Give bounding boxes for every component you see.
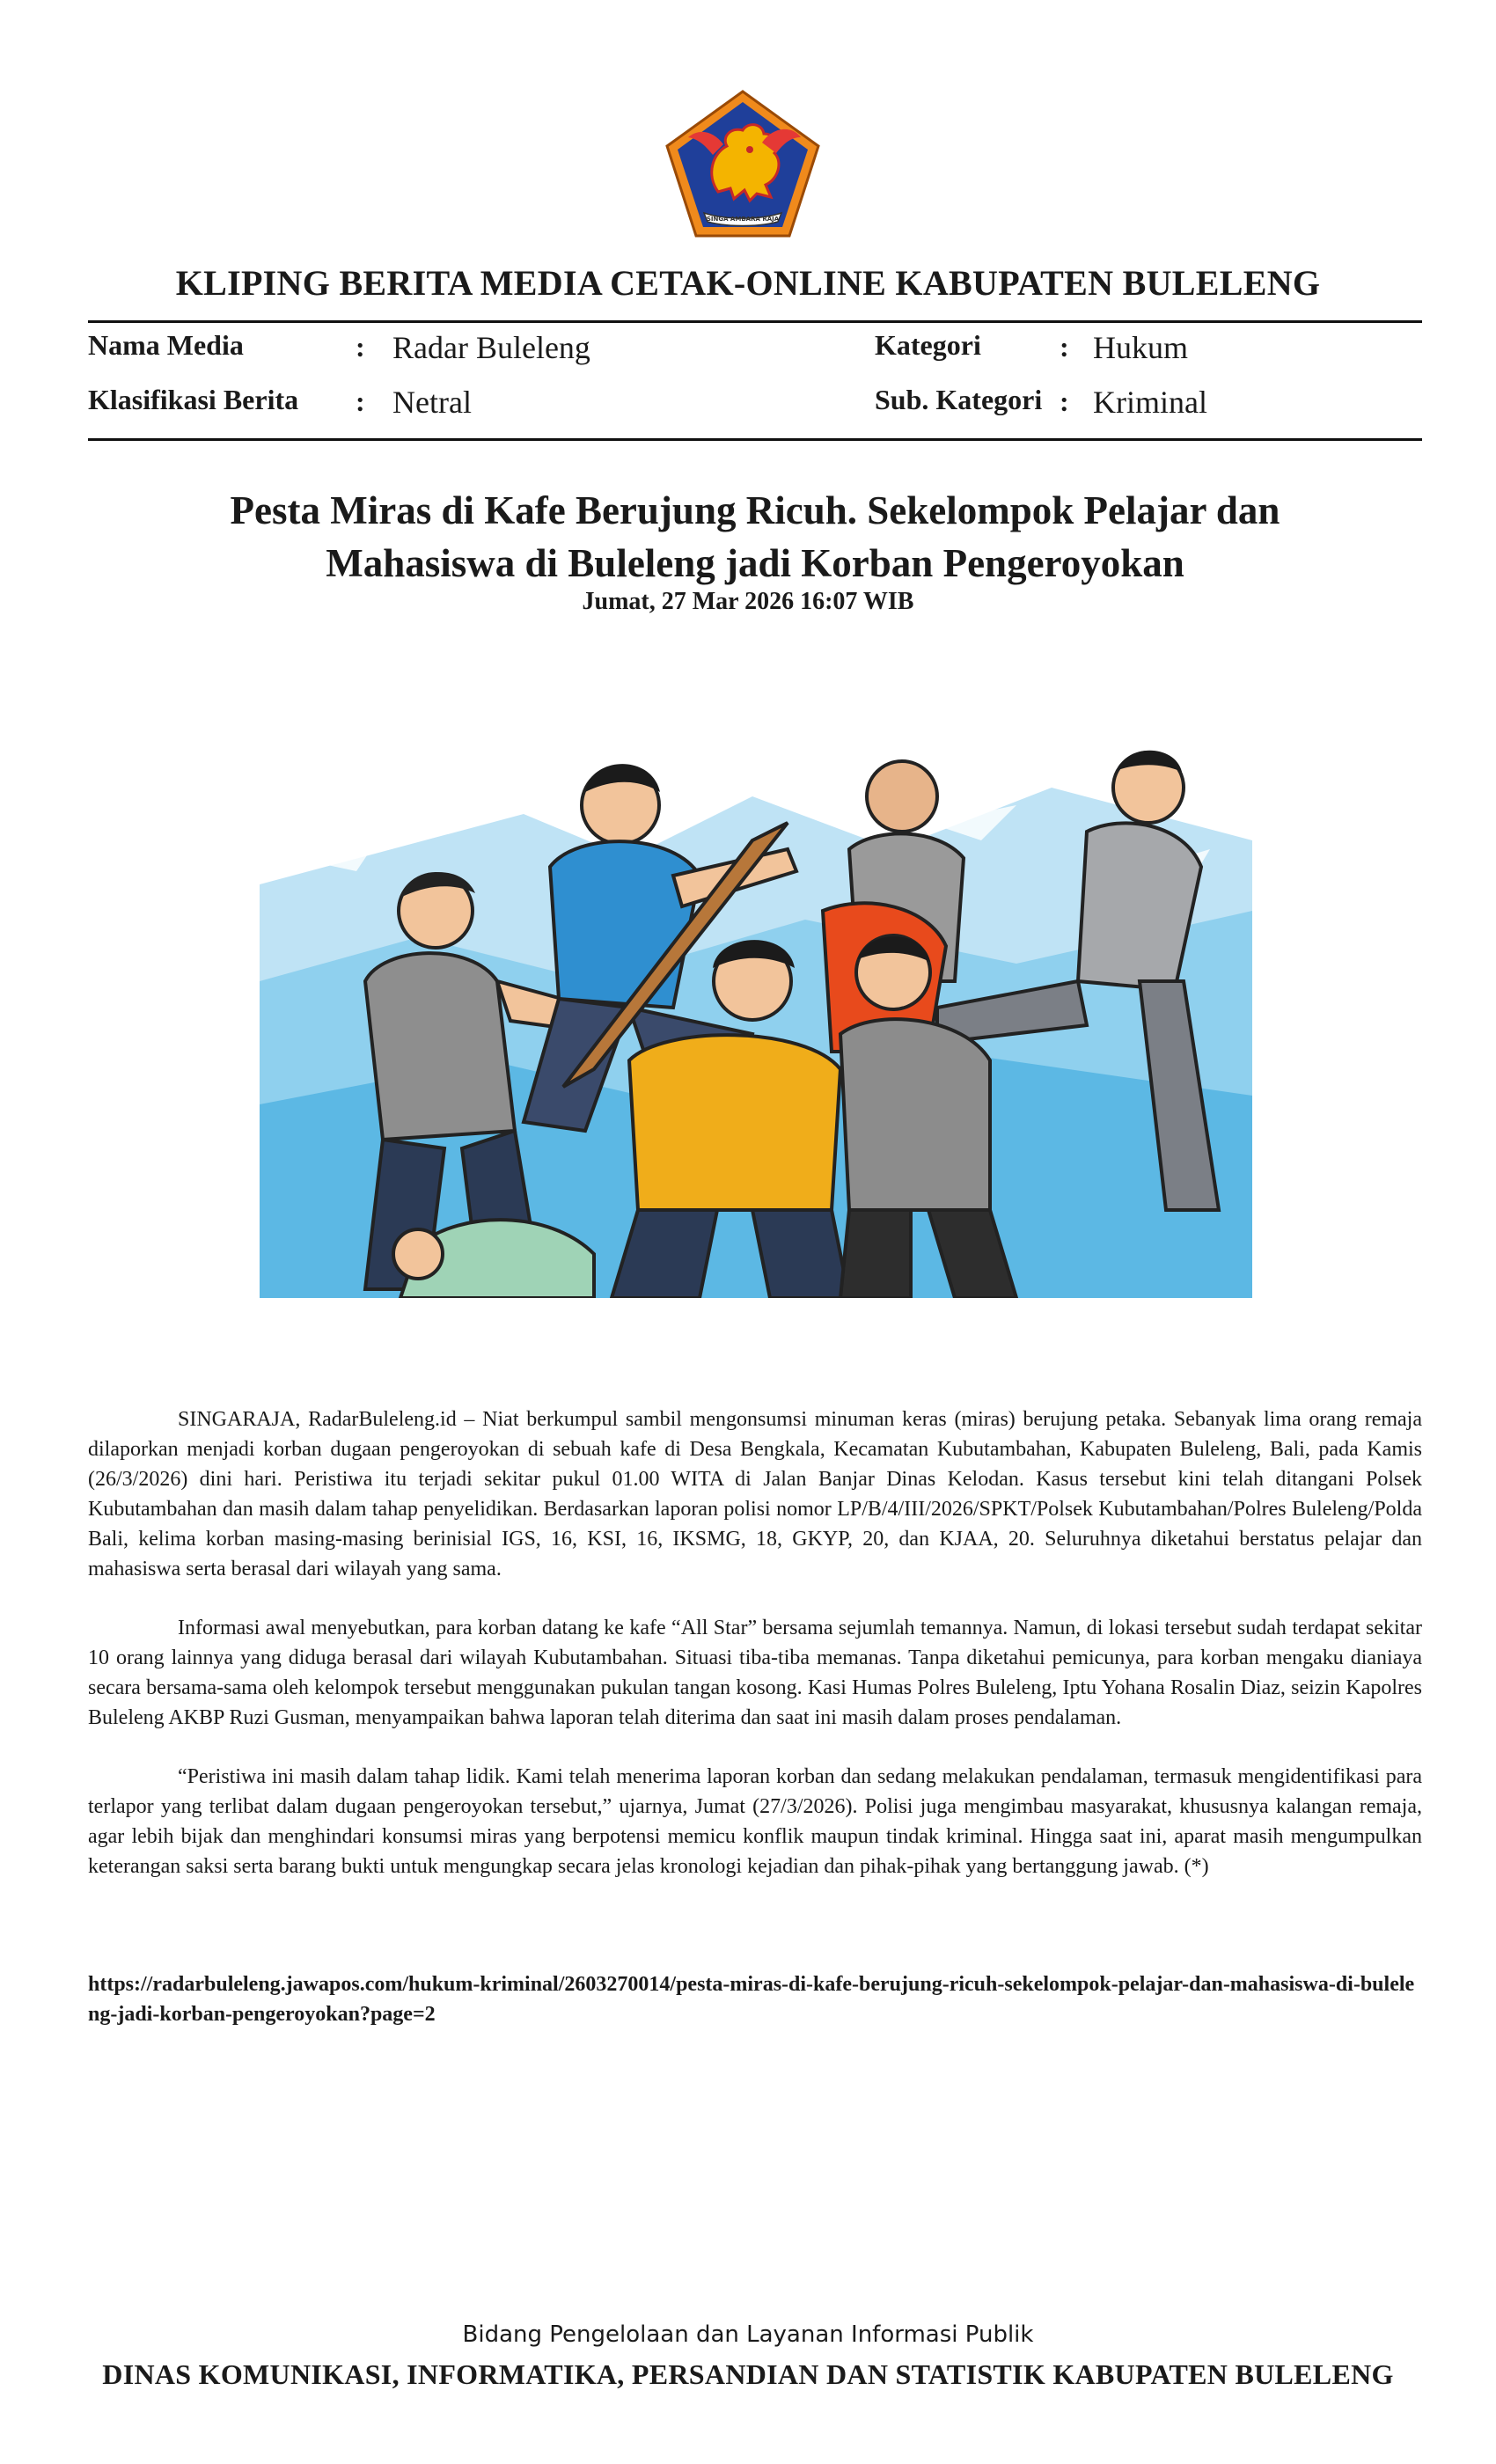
subkategori-value: Kriminal (1093, 385, 1207, 420)
clipping-header-title: KLIPING BERITA MEDIA CETAK-ONLINE KABUPATEN BULELENG (175, 263, 1321, 303)
footer-agency: DINAS KOMUNIKASI, INFORMATIKA, PERSANDIAN DAN STATISTIK KABUPATEN BULELENG (102, 2358, 1394, 2390)
article-title-line-1: Pesta Miras di Kafe Berujung Ricuh. Sekelompok Pelajar dan (230, 488, 1280, 532)
article-date: Jumat, 27 Mar 2026 16:07 WIB (582, 588, 914, 615)
article-paragraph-3: “Peristiwa ini masih dalam tahap lidik. Kami telah menerima laporan korban dan sedang melakukan pendalaman, termasuk mengidentifikasi para terlapor yang terlibat dalam dugaan pengeroyokan tersebut,” ujarnya, Jumat (27/3/2026). Polisi juga mengimbau masyarakat, khususnya kalangan remaja, agar lebih bijak dan menghindari konsumsi miras yang berpotensi memicu konflik maupun tindak kriminal. Hingga saat ini, aparat masih mengumpulkan keterangan saksi serta barang bukti untuk mengungkap secara jelas kronologi kejadian dan pihak-pihak yang bertanggung jawab. (*) (88, 1765, 1422, 1878)
klasifikasi-label: Klasifikasi Berita (88, 384, 299, 415)
media-value: Radar Buleleng (392, 330, 590, 365)
article-paragraph-1: SINGARAJA, RadarBuleleng.id – Niat berkumpul sambil mengonsumsi minuman keras (miras) berujung petaka. Sebanyak lima orang remaja dilaporkan menjadi korban dugaan pengeroyokan di sebuah kafe di Desa Bengkala, Kecamatan Kubutambahan, Kabupaten Buleleng, Bali, pada Kamis (26/3/2026) dini hari. Peristiwa itu terjadi sekitar pukul 01.00 WITA di Jalan Banjar Dinas Kelodan. Kasus tersebut kini telah ditangani Polsek Kubutambahan dan masih dalam tahap penyelidikan. Berdasarkan laporan polisi nomor LP/B/4/III/2026/SPKT/Polsek Kubutambahan/Polres Buleleng/Polda Bali, kelima korban masing-masing berinisial IGS, 16, KSI, 16, IKSMG, 18, GKYP, 20, dan KJAA, 20. Seluruhnya diketahui berstatus pelajar dan mahasiswa serta berasal dari wilayah yang sama. (88, 1408, 1422, 1580)
subkategori-label: Sub. Kategori (875, 384, 1043, 415)
source-link[interactable]: https://radarbuleleng.jawapos.com/hukum-kriminal/2603270014/pesta-miras-di-kafe-berujung-ricuh-sekelompok-pelajar-dan-mahasiswa-di-buleleng-jadi-korban-pengeroyokan?page=2 (88, 1973, 1415, 2026)
kategori-label: Kategori (875, 329, 981, 361)
media-label: Nama Media (88, 329, 244, 361)
article-title-line-2: Mahasiswa di Buleleng jadi Korban Pengeroyokan (326, 541, 1184, 585)
kategori-value: Hukum (1093, 330, 1188, 365)
article-body (88, 1404, 1422, 1910)
subkategori-colon: : (1060, 385, 1069, 417)
header-bottom-rule (88, 438, 1422, 441)
crest-motto: SINGA AMBARA RAJA (706, 216, 780, 223)
media-colon: : (356, 331, 365, 363)
footer-department: Bidang Pengelolaan dan Layanan Informasi Publik (462, 2321, 1034, 2348)
kategori-colon: : (1060, 331, 1069, 363)
article-paragraph-2: Informasi awal menyebutkan, para korban datang ke kafe “All Star” bersama sejumlah temannya. Namun, di lokasi tersebut sudah terdapat sekitar 10 orang lainnya yang diduga berasal dari wilayah Kubutambahan. Situasi tiba-tiba memanas. Tanpa diketahui pemicunya, para korban mengaku dianiaya secara bersama-sama oleh kelompok tersebut menggunakan pukulan tangan kosong. Kasi Humas Polres Buleleng, Iptu Yohana Rosalin Diaz, seizin Kapolres Buleleng AKBP Ruzi Gusman, menyampaikan bahwa laporan telah diterima dan saat ini masih dalam proses pendalaman. (88, 1617, 1422, 1729)
klasifikasi-value: Netral (392, 385, 472, 420)
article-title (132, 484, 1378, 590)
brawl-illustration (260, 717, 1252, 1298)
klasifikasi-colon: : (356, 385, 365, 417)
buleleng-crest-logo (664, 88, 822, 239)
header-top-rule (88, 320, 1422, 323)
